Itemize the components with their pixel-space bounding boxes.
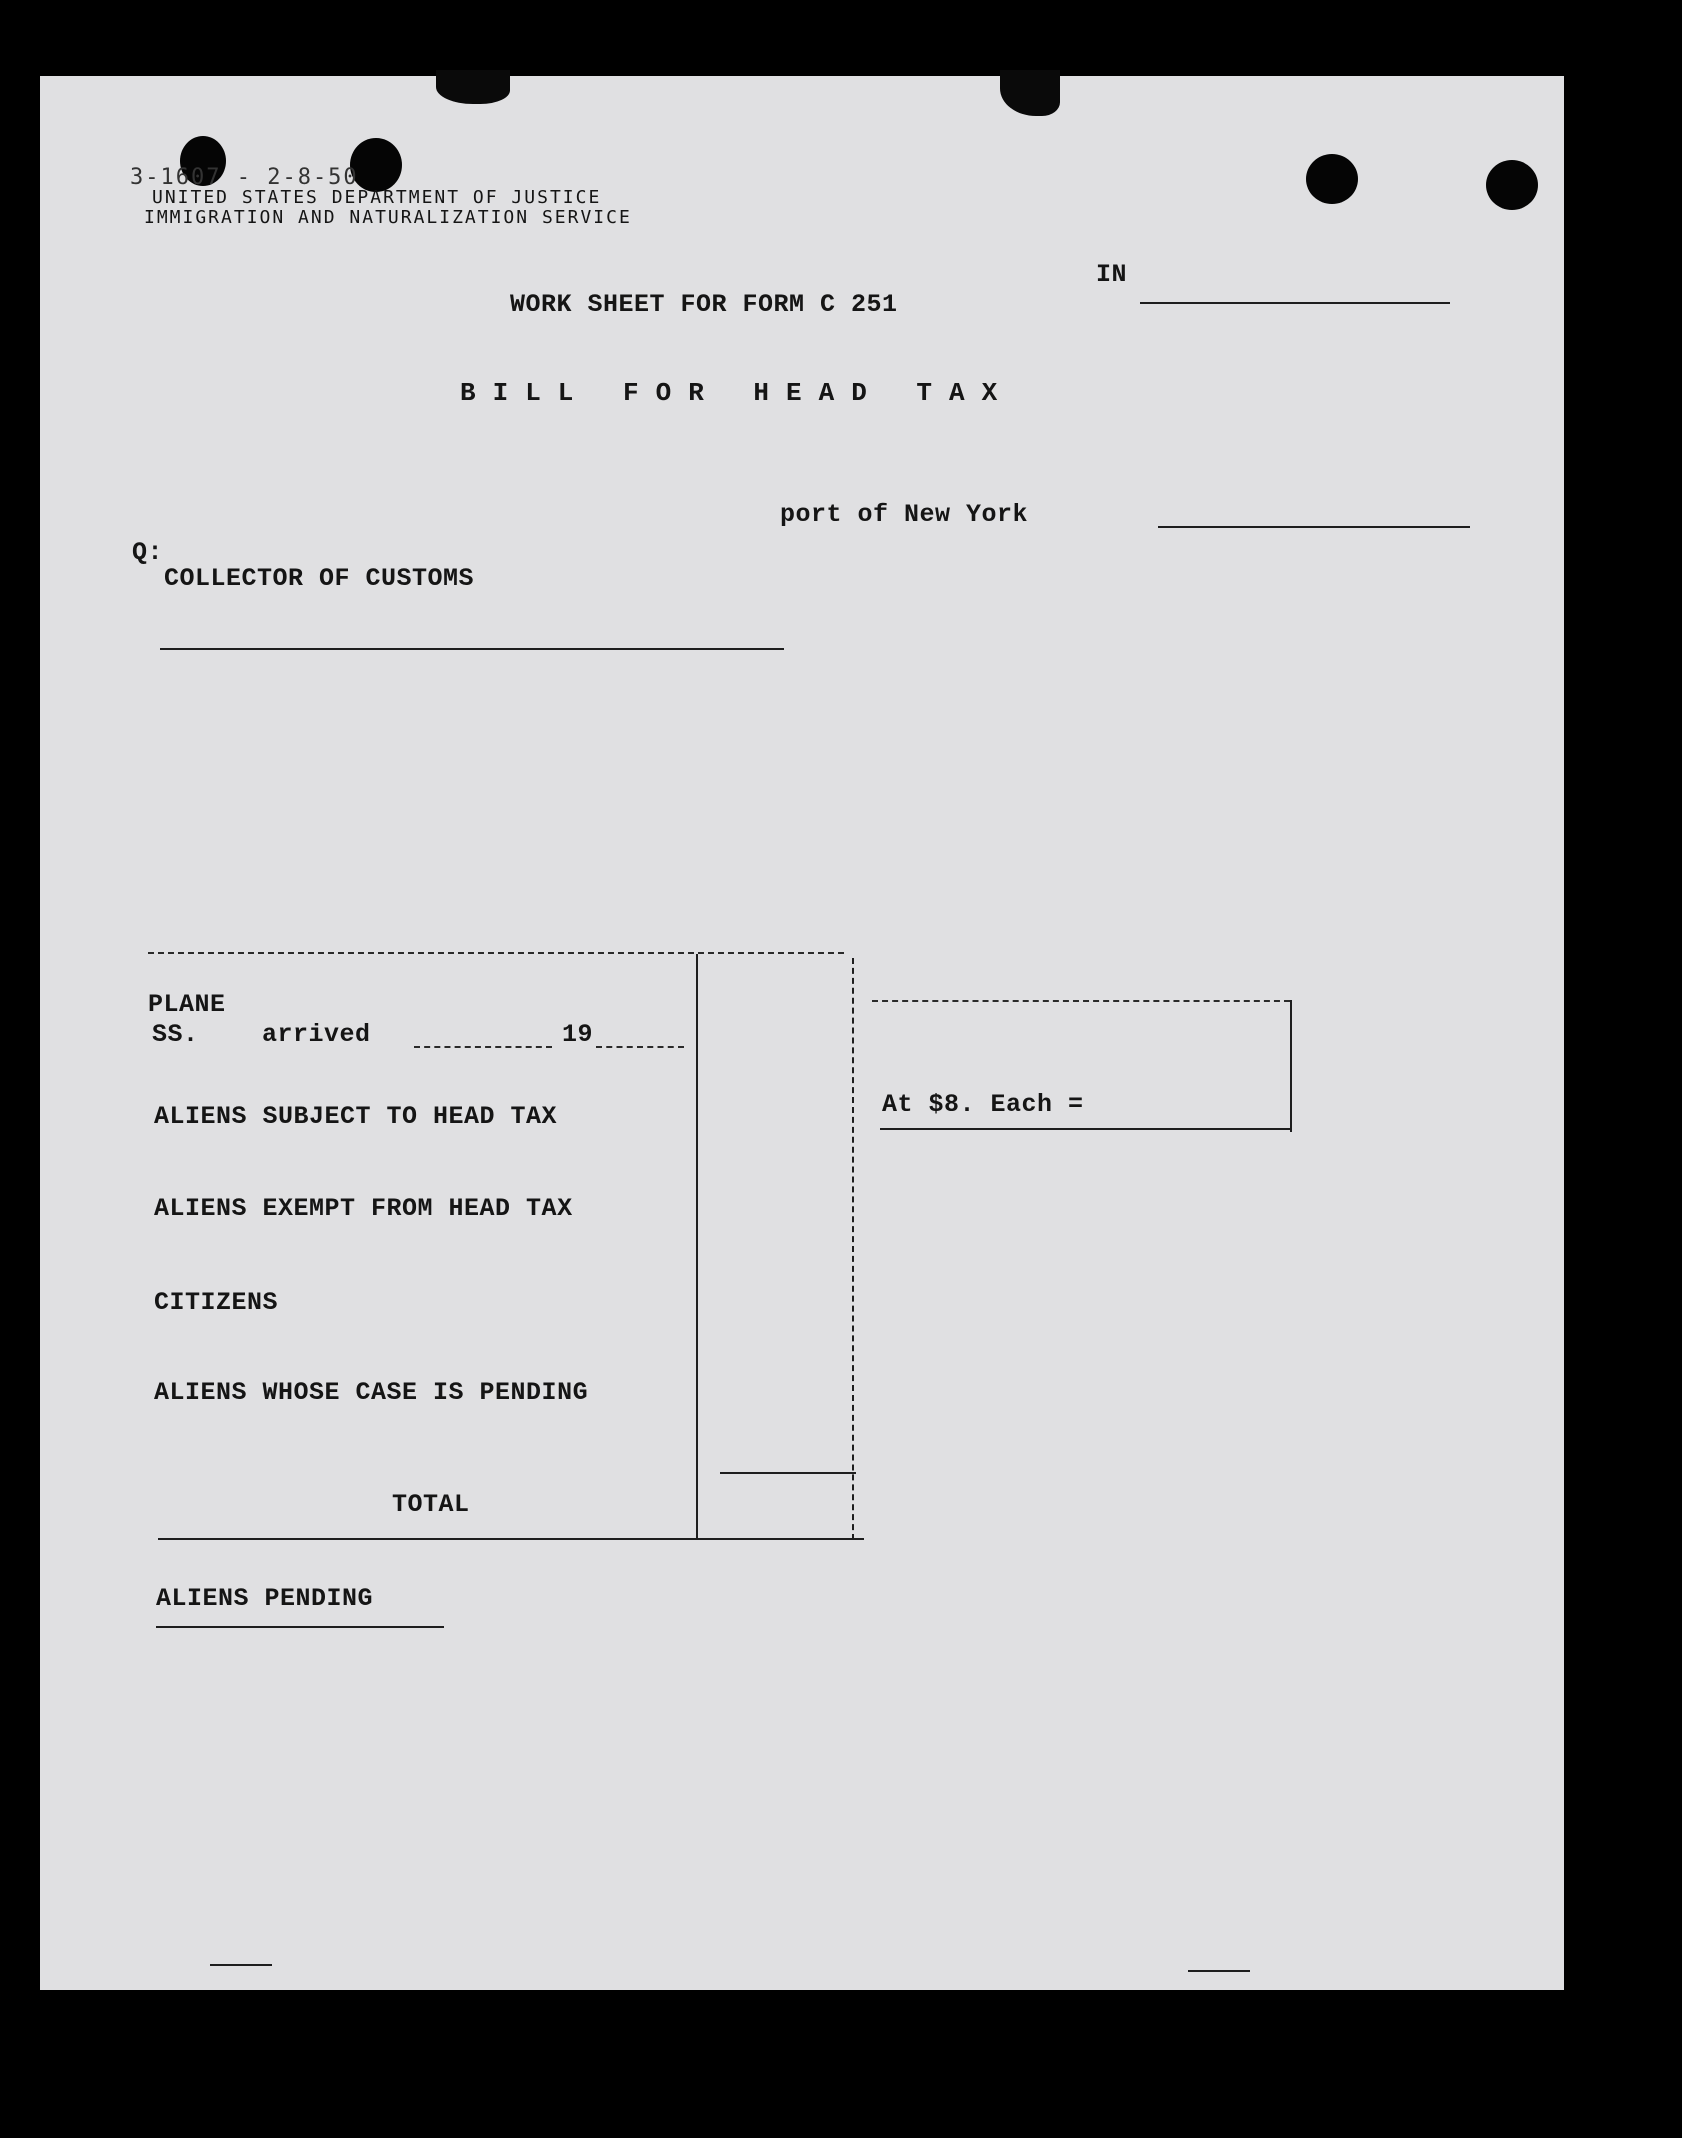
punch-hole: [1306, 154, 1358, 204]
clip-mark: [210, 1964, 272, 1966]
port-blank-line: [1158, 526, 1470, 528]
staple-mark: [436, 70, 510, 104]
arrived-label: arrived: [262, 1020, 371, 1049]
table-bottom-border: [158, 1538, 864, 1540]
file-stamp: 3-1607 - 2-8-50: [130, 165, 359, 190]
document-page: [40, 76, 1564, 1990]
aliens-pending-line: [156, 1626, 444, 1628]
table-row: ALIENS WHOSE CASE IS PENDING: [154, 1378, 589, 1407]
agency-line-1: UNITED STATES DEPARTMENT OF JUSTICE: [152, 187, 602, 208]
form-subtitle: BILL FOR HEAD TAX: [460, 378, 1015, 408]
table-divider-2: [852, 958, 854, 1540]
agency-line-2: IMMIGRATION AND NATURALIZATION SERVICE: [144, 207, 632, 228]
port-label: port of New York: [780, 500, 1029, 529]
staple-mark: [1000, 70, 1060, 116]
ss-label: SS.: [152, 1020, 199, 1049]
table-row: ALIENS EXEMPT FROM HEAD TAX: [154, 1194, 573, 1223]
table-row: CITIZENS: [154, 1288, 279, 1317]
rate-box-right: [1290, 1000, 1292, 1132]
subtotal-line: [720, 1472, 856, 1474]
form-title: WORK SHEET FOR FORM C 251: [510, 290, 898, 319]
clip-mark: [1188, 1970, 1250, 1972]
to-label: Q:: [132, 538, 164, 567]
table-divider-1: [696, 954, 698, 1540]
year-prefix: 19: [562, 1020, 594, 1049]
rate-box-bottom: [880, 1128, 1290, 1130]
plane-label: PLANE: [148, 990, 226, 1019]
rate-box-top: [872, 1000, 1290, 1002]
arrived-date-line: [414, 1046, 552, 1048]
aliens-pending-label: ALIENS PENDING: [156, 1584, 374, 1613]
total-label: TOTAL: [392, 1490, 470, 1519]
table-top-border: [148, 952, 844, 954]
table-row: ALIENS SUBJECT TO HEAD TAX: [154, 1102, 558, 1131]
in-blank-line: [1140, 302, 1450, 304]
addressee-blank-line: [160, 648, 784, 650]
rate-label: At $8. Each =: [882, 1090, 1084, 1119]
in-label: IN: [1096, 260, 1128, 289]
punch-hole: [1486, 160, 1538, 210]
addressee: COLLECTOR OF CUSTOMS: [164, 564, 475, 593]
year-line: [596, 1046, 684, 1048]
